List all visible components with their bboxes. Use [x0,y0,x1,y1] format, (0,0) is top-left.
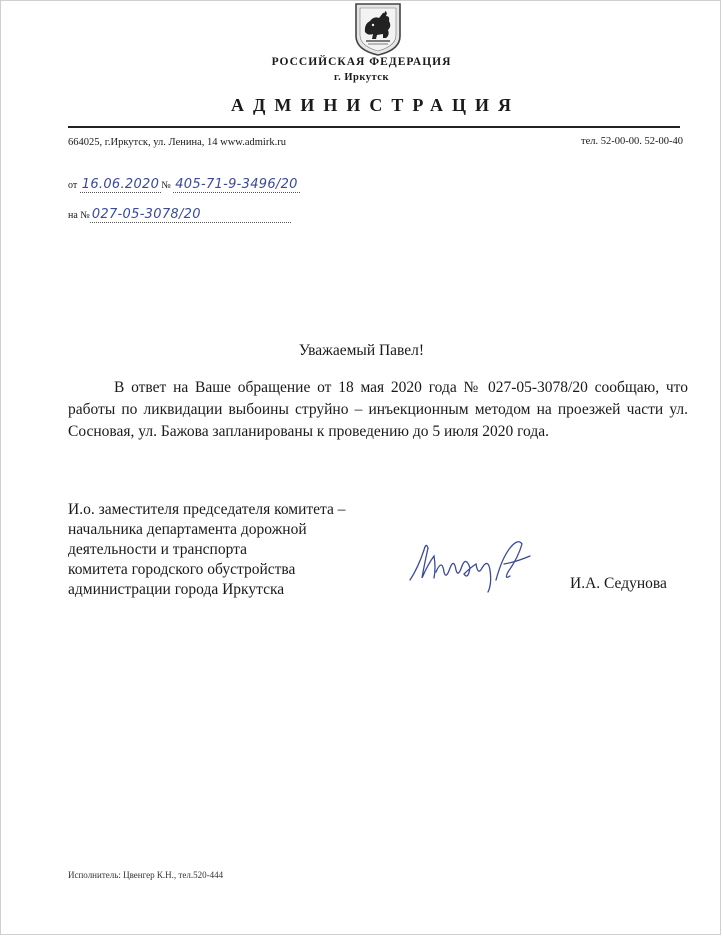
signatory-title-line: начальника департамента дорожной [68,521,307,538]
letter-body [68,377,688,443]
header-title: АДМИНИСТРАЦИЯ [230,95,521,115]
outgoing-number: 405-71-9-3496/20 [175,177,298,192]
letter-paragraph: В ответ на Ваше обращение от 18 мая 2020 года № 027-05-3078/20 сообщаю, что работы по ликвидации выбоины струйно – инъекционным методом на проезжей части ул. Сосновая, ул. Бажова запланированы к проведению до 5 июля 2020 года. [68,379,688,440]
outgoing-reference-line [68,177,300,193]
reply-label: на № [68,210,90,221]
header-phone: тел. 52-00-00. 52-00-40 [581,136,683,147]
incoming-reference-line [68,207,291,223]
executor-note: Исполнитель: Цвенгер К.Н., тел.520-444 [68,870,224,880]
header-divider [68,126,680,128]
signatory-title [68,500,346,600]
signatory-title-line: комитета городского обустройства [68,561,296,578]
signatory-title-line: И.о. заместителя председателя комитета – [68,501,346,518]
signatory-name: И.А. Седунова [570,575,667,592]
outgoing-date: 16.06.2020 [81,177,160,192]
coat-of-arms-icon [352,2,404,56]
header-address: 664025, г.Иркутск, ул. Ленина, 14 www.admirk.ru [68,137,286,148]
signatory-title-line: администрации города Иркутска [68,581,285,598]
number-label: № [161,180,171,191]
from-label: от [68,180,78,191]
handwritten-signature [404,528,538,598]
header-country: РОССИЙСКАЯ ФЕДЕРАЦИЯ [271,56,452,68]
greeting: Уважаемый Павел! [298,342,425,359]
reply-number: 027-05-3078/20 [90,207,291,223]
header-city: г. Иркутск [334,72,389,83]
signatory-title-line: деятельности и транспорта [68,541,247,558]
